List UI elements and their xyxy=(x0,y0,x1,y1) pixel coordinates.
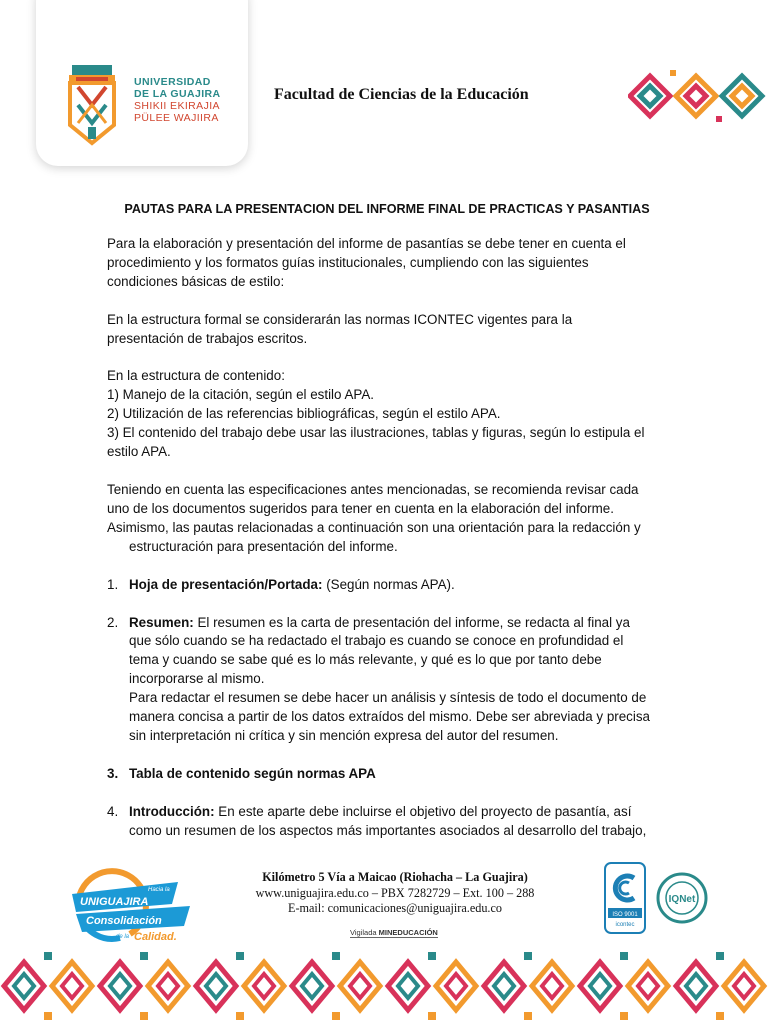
list-item-label: Tabla de contenido según normas APA xyxy=(129,765,376,781)
text-line-indented: estructuración para presentación del informe. xyxy=(129,538,398,554)
list-item-text: (Según normas APA). xyxy=(322,576,455,592)
logo-line: DE LA GUAJIRA xyxy=(134,88,221,100)
address-line: Kilómetro 5 Vía a Maicao (Riohacha – La Guajira) xyxy=(262,870,528,884)
text-line: 3) El contenido del trabajo debe usar las ilustraciones, tablas y figuras, según lo estipula el xyxy=(107,425,645,441)
logo-wayuu-line: PÜLEE WAJIIRA xyxy=(134,112,219,124)
footer-address xyxy=(220,870,570,917)
logo-wayuu-line: SHIKII EKIRAJIA xyxy=(134,100,220,112)
university-logo-card xyxy=(36,0,248,166)
campaign-text: Calidad. xyxy=(134,931,177,943)
text-line: Para la elaboración y presentación del informe de pasantías se debe tener en cuenta el xyxy=(107,235,626,251)
cert-brand: icontec xyxy=(615,922,635,928)
list-number: 1. xyxy=(107,576,119,592)
cert-label: IQNet xyxy=(668,894,696,905)
list-item xyxy=(107,614,667,746)
vigilada-prefix: Vigilada xyxy=(350,928,377,937)
iqnet-certification-icon xyxy=(656,872,708,924)
list-item-text: En este aparte debe incluirse el objetivo del proyecto de pasantía, así xyxy=(214,803,632,819)
campaign-text: Hacia la xyxy=(148,887,170,893)
list-item-text: El resumen es la carta de presentación del informe, se redacta al final ya xyxy=(193,614,630,630)
address-line: E-mail: comunicaciones@uniguajira.edu.co xyxy=(288,901,502,915)
university-name xyxy=(134,76,220,124)
logo-line: UNIVERSIDAD xyxy=(134,76,211,88)
campaign-text: Consolidación xyxy=(86,915,162,927)
list-number: 2. xyxy=(107,614,119,630)
text-line: 1) Manejo de la citación, según el estilo APA. xyxy=(107,387,374,403)
list-item-label: Resumen: xyxy=(129,614,194,630)
list-item xyxy=(107,765,667,784)
cert-label: ISO 9001 xyxy=(612,912,638,918)
vigilada-badge xyxy=(350,928,438,938)
list-number: 3. xyxy=(107,765,119,781)
text-line: estilo APA. xyxy=(107,444,171,460)
faculty-title: Facultad de Ciencias de la Educación xyxy=(274,86,529,103)
text-line: En la estructura de contenido: xyxy=(107,368,285,384)
text-line: Teniendo en cuenta las especificaciones antes mencionadas, se recomienda revisar cada xyxy=(107,481,639,497)
document-body xyxy=(107,200,667,860)
text-line: 2) Utilización de las referencias bibliográficas, según el estilo APA. xyxy=(107,406,501,422)
list-item-text: Para redactar el resumen se debe hacer un análisis y síntesis de todo el documento de xyxy=(129,690,647,706)
list-item-label: Introducción: xyxy=(129,803,215,819)
text-line: En la estructura formal se considerarán las normas ICONTEC vigentes para la xyxy=(107,311,573,327)
text-line: Asimismo, las pautas relacionadas a continuación son una orientación para la redacción y xyxy=(107,519,641,535)
text-line: condiciones básicas de estilo: xyxy=(107,273,285,289)
list-item xyxy=(107,803,667,841)
recommendation-paragraph xyxy=(107,481,667,557)
text-line: uno de los documentos sugeridos para tener en cuenta en la elaboración del informe. xyxy=(107,500,614,516)
list-item-label: Hoja de presentación/Portada: xyxy=(129,576,323,592)
university-crest-icon xyxy=(66,65,118,147)
uniguajira-campaign-logo xyxy=(60,868,200,944)
list-item-text: manera concisa a partir de los datos extraídos del mismo. Debe ser abreviada y precisa xyxy=(129,709,650,725)
list-item-text: tema y cuando se sabe qué es lo más relevante, y qué es lo que por tanto debe xyxy=(129,652,602,668)
campaign-text: de la xyxy=(116,934,130,940)
vigilada-entity: MINEDUCACIÓN xyxy=(378,928,438,937)
intro-paragraph xyxy=(107,235,667,292)
list-item-text: incorporarse al mismo. xyxy=(129,671,265,687)
wayuu-pattern-header xyxy=(628,66,768,126)
wayuu-pattern-footer xyxy=(0,948,768,1024)
campaign-text: UNIGUAJIRA xyxy=(80,896,149,908)
content-structure-paragraph xyxy=(107,367,667,462)
text-line: presentación de trabajos escritos. xyxy=(107,330,308,346)
list-number: 4. xyxy=(107,803,119,819)
list-item-text: que sólo cuando se ha redactado el trabajo es cuando se conoce en profundidad el xyxy=(129,633,624,649)
list-item-text: como un resumen de los aspectos más importantes asociados al desarrollo del trabajo, xyxy=(129,822,647,838)
list-item-text: sin interpretación ni crítica y sin mención expresa del autor del resumen. xyxy=(129,727,559,743)
text-line: procedimiento y los formatos guías institucionales, cumpliendo con las siguientes xyxy=(107,254,589,270)
list-item xyxy=(107,576,667,595)
formal-structure-paragraph xyxy=(107,311,667,349)
address-line: www.uniguajira.edu.co – PBX 7282729 – Ext. 100 – 288 xyxy=(255,885,535,900)
icontec-iso-certification-icon xyxy=(604,862,646,934)
document-title: PAUTAS PARA LA PRESENTACION DEL INFORME FINAL DE PRACTICAS Y PASANTIAS xyxy=(124,202,650,216)
